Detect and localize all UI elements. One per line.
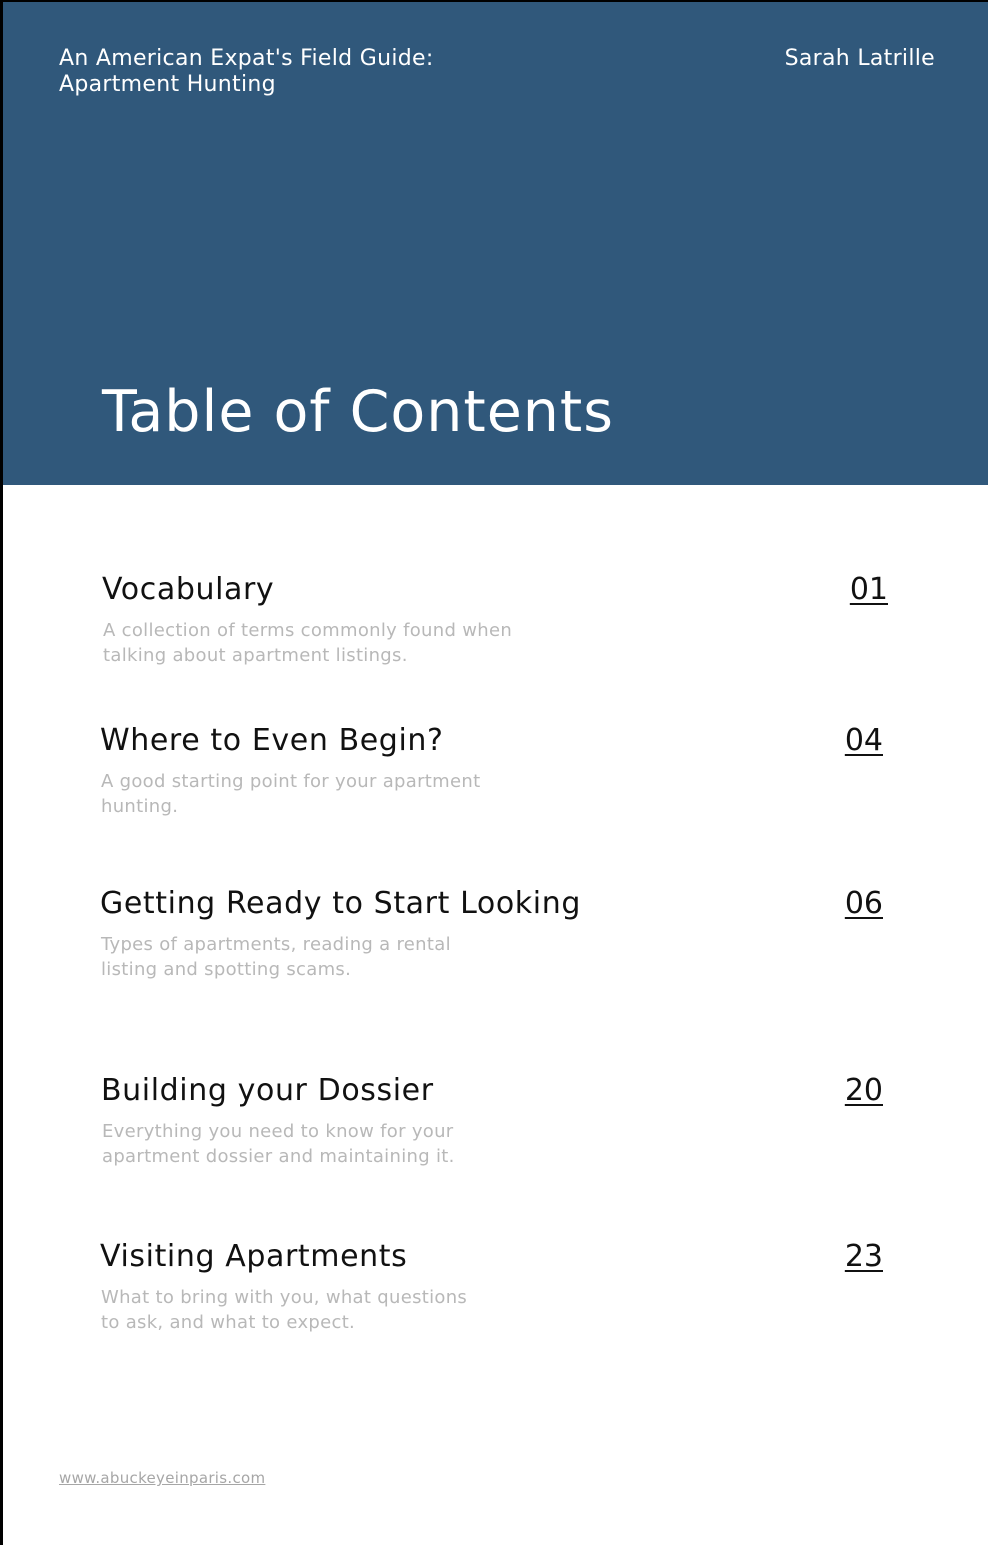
toc-entry-where-to-begin bbox=[100, 721, 883, 841]
author-name: Sarah Latrille bbox=[784, 46, 935, 71]
entry-title: Vocabulary bbox=[102, 572, 275, 607]
entry-page-link[interactable]: 04 bbox=[844, 723, 883, 758]
toc-entry-visiting bbox=[100, 1237, 883, 1357]
guide-title: An American Expat's Field Guide: Apartment Hunting bbox=[59, 46, 434, 97]
entry-title: Getting Ready to Start Looking bbox=[100, 886, 581, 921]
header-banner bbox=[3, 2, 988, 485]
entry-description: Types of apartments, reading a rental listing and spotting scams. bbox=[101, 934, 451, 980]
toc-entry-vocabulary bbox=[102, 570, 888, 690]
toc-entry-getting-ready bbox=[100, 884, 883, 1004]
entry-description: What to bring with you, what questions to ask, and what to expect. bbox=[101, 1287, 468, 1333]
entry-title: Where to Even Begin? bbox=[100, 723, 444, 758]
entry-description: A good starting point for your apartment hunting. bbox=[101, 771, 481, 817]
entry-page-link[interactable]: 06 bbox=[844, 886, 883, 921]
entry-page-link[interactable]: 20 bbox=[844, 1073, 883, 1108]
document-page bbox=[3, 2, 988, 1545]
entry-page-link[interactable]: 01 bbox=[849, 572, 888, 607]
entry-page-link[interactable]: 23 bbox=[844, 1239, 883, 1274]
entry-title: Building your Dossier bbox=[101, 1073, 434, 1108]
toc-heading: Table of Contents bbox=[102, 379, 614, 445]
toc-entry-dossier bbox=[101, 1071, 883, 1191]
entry-description: Everything you need to know for your apartment dossier and maintaining it. bbox=[102, 1121, 455, 1167]
website-link[interactable]: www.abuckeyeinparis.com bbox=[59, 1469, 266, 1487]
entry-title: Visiting Apartments bbox=[100, 1239, 408, 1274]
entry-description: A collection of terms commonly found when talking about apartment listings. bbox=[103, 620, 513, 666]
